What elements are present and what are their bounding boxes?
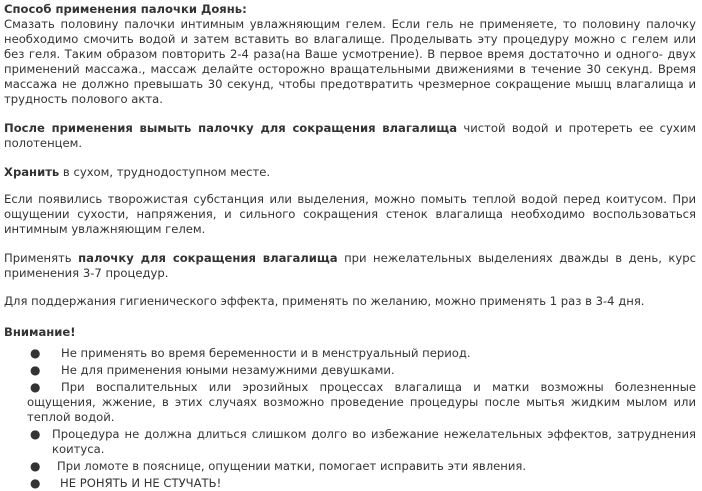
paragraph-storage (4, 165, 696, 180)
paragraph-hygiene: Для поддержания гигиенического эффекта, применять по желанию, можно применять 1 раз в 3-4 дня. (4, 294, 645, 308)
apply-bold: палочку для сокращения влагалища (78, 251, 338, 265)
paragraph-after-use (4, 121, 696, 151)
list-item-text: При ломоте в пояснице, опущении матки, помогает исправить эти явления. (57, 459, 527, 473)
list-item (4, 459, 696, 474)
bullet-icon: ● (30, 346, 41, 360)
warnings-list (4, 346, 696, 491)
instructions-heading (4, 2, 696, 17)
list-item (4, 363, 696, 378)
after-use-rest: чистой водой и протереть ее сухим полотенцем. (4, 121, 696, 150)
after-use-bold-2: палочку для сокращения влагалища (198, 121, 458, 135)
bullet-icon: ● (30, 459, 41, 473)
attention-heading (4, 325, 696, 340)
list-item-text: Не для применения юными незамужними девушками. (61, 363, 395, 377)
list-item (4, 476, 696, 491)
bullet-icon: ● (30, 380, 41, 394)
paragraph-apply (4, 251, 696, 281)
list-item-text: НЕ РОНЯТЬ И НЕ СТУЧАТЬ! (60, 476, 222, 490)
list-item-text: Не применять во время беременности и в менструальный период. (61, 346, 471, 360)
apply-start: Применять (4, 251, 79, 265)
list-item-text: При воспалительных или эрозийных процессах влагалища и матки возможны болезненные ощущения, жжение, в этих случаях возможно проведение процедуры после мытья жидким мылом или теплой водой. (27, 380, 696, 424)
bullet-icon: ● (30, 476, 41, 490)
bullet-icon: ● (30, 363, 41, 377)
after-use-mid: вымыть (132, 121, 199, 135)
list-item (4, 346, 696, 361)
list-item-text: Процедура не должна длиться слишком долго во избежание нежелательных эффектов, затруднения коитуса. (52, 427, 696, 456)
list-item (4, 380, 696, 425)
paragraph-usage: Смазать половину палочки интимным увлажняющим гелем. Если гель не применяете, то половину палочку необходимо смочить водой и затем вставить во влагалище. Проделывать эту процедуру можно с гелем или без геля. Таким образом повторить 2-4 раза(на Ваше усмотрение). В первое время достаточно и одного- двух применений массажа., массаж делайте осторожно вращательными движениями в течение 30 секунд. Время массажа не должно превышать 30 секунд, чтобы предотвратить чрезмерное сокращение мышц влагалища и трудность полового акта. (4, 17, 696, 106)
paragraph-discharge: Если появились творожистая субстанция или выделения, можно помыть теплой водой перед коитусом. При ощущении сухости, напряжения, и сильного сокращения стенок влагалища необходимо воспользоваться интимным увлажняющим гелем. (4, 192, 696, 236)
storage-rest: в сухом, труднодоступном месте. (59, 165, 271, 179)
after-use-bold: После применения (4, 121, 133, 135)
bullet-icon: ● (30, 427, 41, 441)
list-item (4, 427, 696, 457)
storage-bold: Хранить (4, 165, 60, 179)
apply-rest: при нежелательных выделениях дважды в день, курс применения 3-7 процедур. (4, 251, 696, 280)
attention-text: Внимание! (4, 325, 76, 339)
heading-text: Способ применения палочки Доянь: (4, 2, 247, 16)
